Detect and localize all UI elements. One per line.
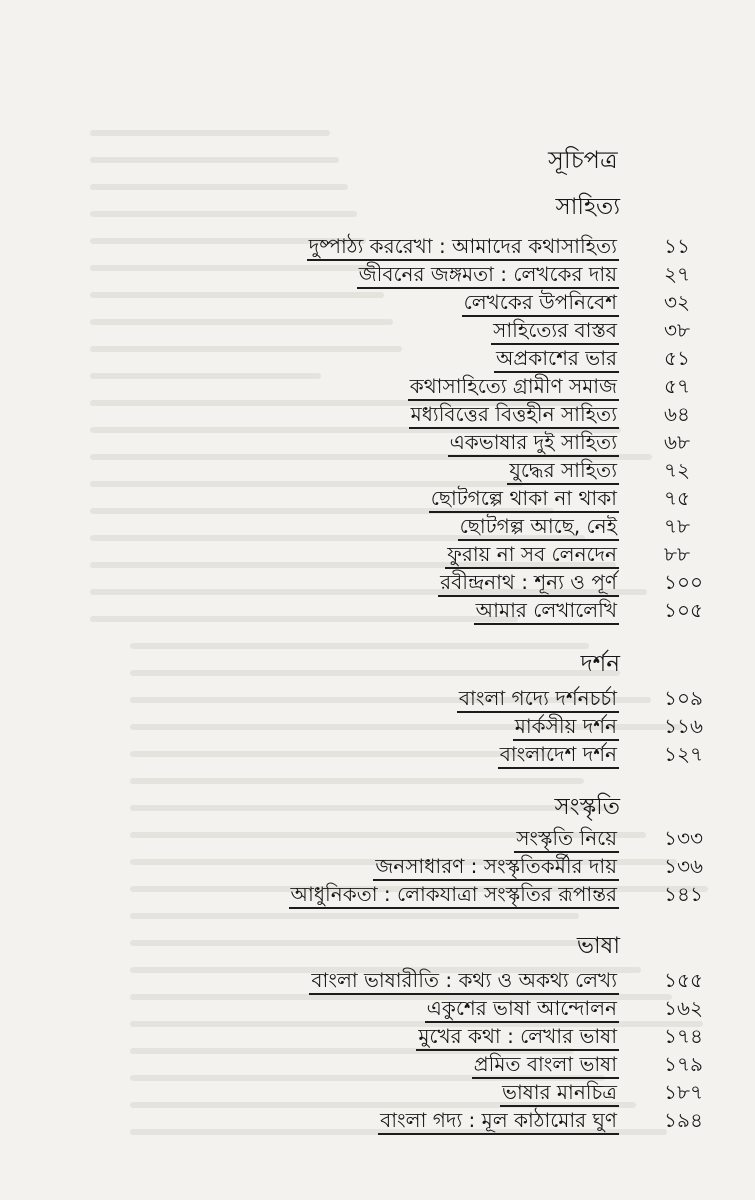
- entry-title: আমার লেখালেখি: [475, 598, 617, 622]
- entry-title: সংস্কৃতি নিয়ে: [516, 826, 617, 850]
- toc-entry: [0, 596, 755, 626]
- toc-entry: [0, 880, 755, 910]
- toc-entry: [0, 372, 755, 402]
- entry-page-number: ৬৮: [664, 430, 690, 454]
- show-through-line: [90, 184, 348, 190]
- entry-page-number: ১১৬: [664, 714, 703, 738]
- entry-page-number: ১০০: [664, 570, 703, 594]
- entry-title: মধ্যবিত্তের বিত্তহীন সাহিত্য: [410, 402, 617, 426]
- show-through-line: [130, 643, 589, 649]
- entry-page-number: ১৭৪: [664, 1024, 703, 1048]
- entry-title: বাংলাদেশ দর্শন: [499, 742, 617, 766]
- toc-entry: [0, 824, 755, 854]
- entry-title: রবীন্দ্রনাথ : শূন্য ও পূর্ণ: [440, 570, 617, 594]
- entry-page-number: ৭৮: [664, 514, 690, 538]
- entry-page-number: ৩২: [664, 290, 691, 314]
- toc-entry: [0, 740, 755, 770]
- entry-title: ছোটগল্পে থাকা না থাকা: [430, 486, 617, 510]
- entry-page-number: ৮৮: [664, 542, 690, 566]
- section-heading: ভাষা: [576, 933, 620, 959]
- entry-title: মার্কসীয় দর্শন: [514, 714, 617, 738]
- section-heading: সংস্কৃতি: [554, 794, 620, 820]
- entry-title: যুদ্ধের সাহিত্য: [509, 458, 617, 482]
- show-through-line: [130, 670, 620, 676]
- show-through-line: [90, 130, 330, 136]
- show-through-line: [90, 157, 339, 163]
- toc-entry: [0, 316, 755, 346]
- toc-entry: [0, 684, 755, 714]
- entry-title: জনসাধারণ : সংস্কৃতিকর্মীর দায়: [375, 854, 617, 878]
- show-through-line: [130, 778, 584, 784]
- entry-page-number: ১৩৩: [664, 826, 703, 850]
- entry-title: একুশের ভাষা আন্দোলন: [426, 996, 617, 1020]
- entry-page-number: ৩৮: [664, 318, 690, 342]
- entry-title: আধুনিকতা : লোকযাত্রা সংস্কৃতির রূপান্তর: [290, 882, 617, 906]
- toc-entry: [0, 260, 755, 290]
- toc-entry: [0, 1106, 755, 1136]
- entry-page-number: ৭৫: [664, 486, 690, 510]
- toc-entry: [0, 344, 755, 374]
- entry-page-number: ১২৭: [664, 742, 703, 766]
- toc-entry: [0, 456, 755, 486]
- entry-underline: [498, 767, 619, 769]
- entry-underline: [289, 907, 619, 909]
- entry-title: জীবনের জঙ্গমতা : লেখকের দায়: [358, 262, 617, 286]
- show-through-line: [130, 940, 610, 946]
- entry-underline: [378, 1133, 619, 1135]
- toc-entry: [0, 1022, 755, 1052]
- entry-page-number: ১৯৪: [664, 1108, 703, 1132]
- toc-entry: [0, 568, 755, 598]
- entry-title: বাংলা ভাষারীতি : কথ্য ও অকথ্য লেখ্য: [311, 968, 617, 992]
- section-heading: দর্শন: [580, 651, 620, 677]
- entry-title: সাহিত্যের বাস্তব: [493, 318, 617, 342]
- entry-page-number: ৫৭: [664, 374, 690, 398]
- show-through-line: [130, 805, 615, 811]
- toc-entry: [0, 1050, 755, 1080]
- entry-page-number: ১৬২: [664, 996, 703, 1020]
- entry-title: বাংলা গদ্য : মূল কাঠামোর ঘুণ: [380, 1108, 617, 1132]
- entry-page-number: ১৭৯: [664, 1052, 703, 1076]
- entry-page-number: ১০৫: [664, 598, 703, 622]
- entry-title: ফুরায় না সব লেনদেন: [447, 542, 617, 566]
- entry-title: ছোটগল্প আছে, নেই: [459, 514, 617, 538]
- entry-title: মুখের কথা : লেখার ভাষা: [418, 1024, 617, 1048]
- entry-title: ভাষার মানচিত্র: [502, 1080, 617, 1104]
- entry-page-number: ১৮৭: [664, 1080, 703, 1104]
- entry-title: প্রমিত বাংলা ভাষা: [473, 1052, 617, 1076]
- toc-entry: [0, 428, 755, 458]
- toc-entry: [0, 484, 755, 514]
- entry-page-number: ১০৯: [664, 686, 703, 710]
- entry-title: কথাসাহিত্যে গ্রামীণ সমাজ: [409, 374, 617, 398]
- entry-page-number: ১৪১: [664, 882, 703, 906]
- entry-page-number: ৭২: [664, 458, 691, 482]
- show-through-line: [130, 913, 579, 919]
- section-heading: সাহিত্য: [555, 194, 620, 220]
- entry-page-number: ১১: [664, 234, 690, 258]
- entry-title: দুষ্পাঠ্য কররেখা : আমাদের কথাসাহিত্য: [308, 234, 617, 258]
- entry-page-number: ২৭: [664, 262, 691, 286]
- entry-page-number: ১৩৬: [664, 854, 703, 878]
- entry-title: অপ্রকাশের ভার: [496, 346, 617, 370]
- toc-entry: [0, 400, 755, 430]
- entry-title: একভাষার দুই সাহিত্য: [449, 430, 617, 454]
- entry-page-number: ৫১: [664, 346, 690, 370]
- entry-title: লেখকের উপনিবেশ: [463, 290, 617, 314]
- toc-entry: [0, 994, 755, 1024]
- toc-entry: [0, 288, 755, 318]
- toc-entry: [0, 966, 755, 996]
- toc-entry: [0, 852, 755, 882]
- entry-page-number: ১৫৫: [664, 968, 703, 992]
- toc-entry: [0, 712, 755, 742]
- toc-entry: [0, 232, 755, 262]
- entry-title: বাংলা গদ্যে দর্শনচর্চা: [458, 686, 617, 710]
- page-title: সূচিপত্র: [548, 146, 618, 174]
- show-through-line: [90, 211, 357, 217]
- toc-entry: [0, 540, 755, 570]
- entry-underline: [474, 623, 619, 625]
- toc-entry: [0, 1078, 755, 1108]
- toc-entry: [0, 512, 755, 542]
- entry-page-number: ৬৪: [664, 402, 690, 426]
